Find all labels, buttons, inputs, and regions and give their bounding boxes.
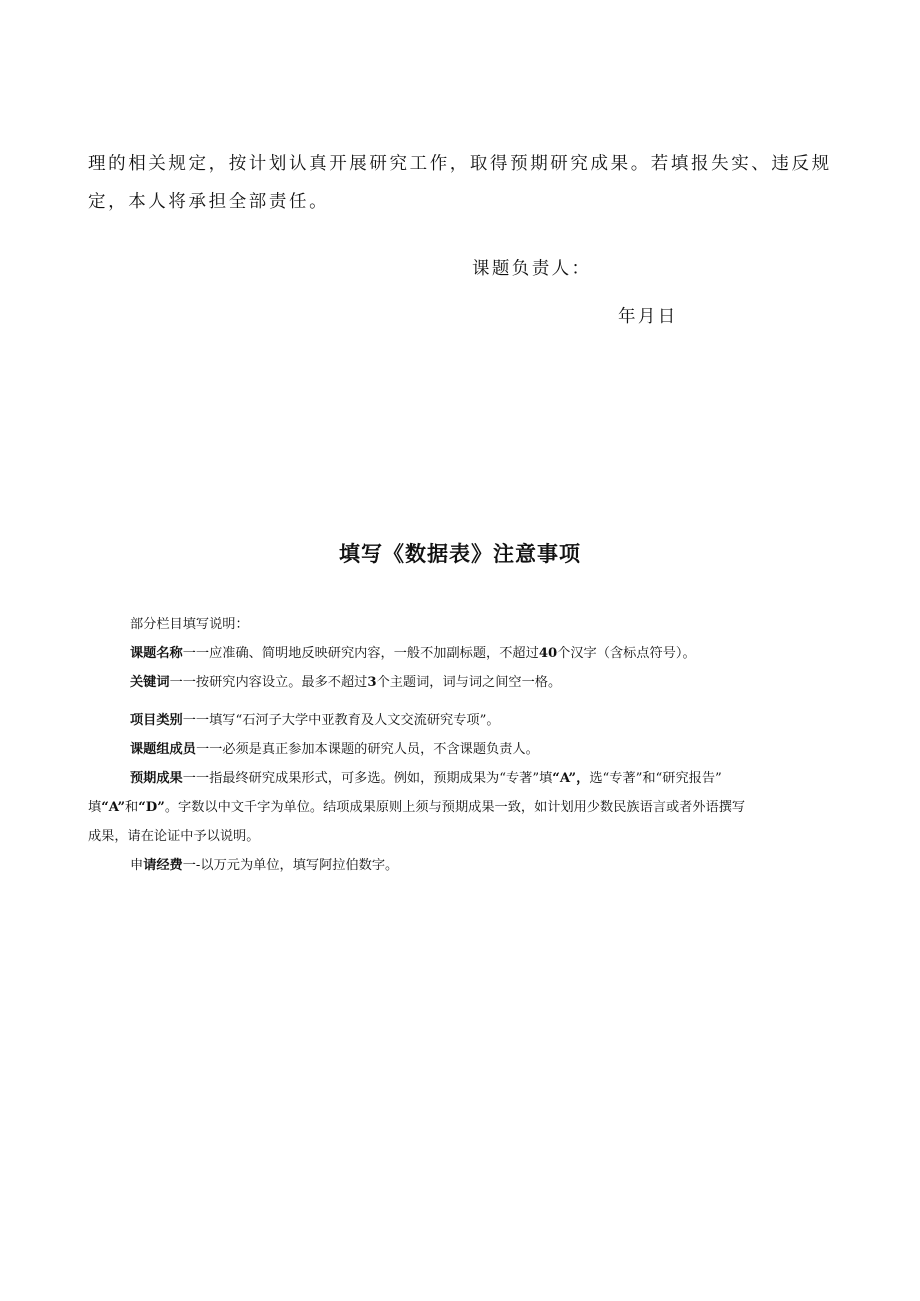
note-text: 个汉字（含标点符号）。 bbox=[557, 646, 696, 661]
note-text: 和 bbox=[125, 800, 139, 815]
notes-title: 填写《数据表》注意事项 bbox=[339, 542, 581, 566]
note-quote: “A” bbox=[101, 800, 126, 815]
note-item-outcomes-line-3: 成果，请在论证中予以说明。 bbox=[88, 829, 260, 844]
note-item-outcomes-line-2 bbox=[88, 793, 848, 822]
note-text: 选“专著”和“研究报告” bbox=[589, 771, 722, 786]
note-number: 3 bbox=[367, 675, 377, 690]
note-text: 填 bbox=[88, 800, 102, 815]
note-item-keywords bbox=[88, 668, 848, 697]
note-item-title bbox=[88, 639, 848, 668]
note-item-category bbox=[88, 706, 848, 735]
note-text: 一-以万元为单位，填写阿拉伯数字。 bbox=[182, 858, 399, 873]
note-text: 一一指最终研究成果形式，可多选。例如，预期成果为“专著”填 bbox=[182, 771, 553, 786]
declaration-paragraph bbox=[88, 145, 840, 221]
note-text: 一一填写“石河子大学中亚教育及人文交流研究专项”。 bbox=[182, 713, 500, 728]
note-term: 预期成果 bbox=[130, 771, 183, 786]
declaration-line-1: 理的相关规定，按计划认真开展研究工作，取得预期研究成果。若填报失实、违反规 bbox=[88, 154, 832, 174]
note-text: 一一应准确、简明地反映研究内容，一般不加副标题，不超过 bbox=[182, 646, 539, 661]
note-item-funding bbox=[88, 851, 848, 880]
notes-section bbox=[88, 610, 848, 880]
note-text: 一一按研究内容设立。最多不超过 bbox=[169, 675, 368, 690]
note-item-members bbox=[88, 735, 848, 764]
note-item-outcomes bbox=[88, 764, 848, 793]
declaration-line-2: 定，本人将承担全部责任。 bbox=[88, 192, 330, 212]
note-text: 一一必须是真正参加本课题的研究人员，不含课题负责人。 bbox=[195, 742, 539, 757]
note-text: 个主题词，词与词之间空一格。 bbox=[376, 675, 562, 690]
note-term: 课题组成员 bbox=[130, 742, 196, 757]
date-label: 年月日 bbox=[618, 307, 678, 327]
note-quote: “D” bbox=[138, 800, 165, 815]
note-quote: “A”， bbox=[552, 771, 590, 786]
note-term: 课题名称 bbox=[130, 646, 183, 661]
note-term: 请经费 bbox=[143, 858, 183, 873]
note-text: 申 bbox=[130, 858, 144, 873]
note-term: 项目类别 bbox=[130, 713, 183, 728]
note-text: 。字数以中文千字为单位。结项成果原则上须与预期成果一致，如计划用少数民族语言或者外语撰写 bbox=[164, 800, 746, 815]
notes-intro: 部分栏目填写说明： bbox=[130, 617, 249, 632]
note-number: 40 bbox=[538, 646, 558, 661]
note-term: 关键词 bbox=[130, 675, 170, 690]
signer-label: 课题负责人： bbox=[472, 259, 592, 279]
